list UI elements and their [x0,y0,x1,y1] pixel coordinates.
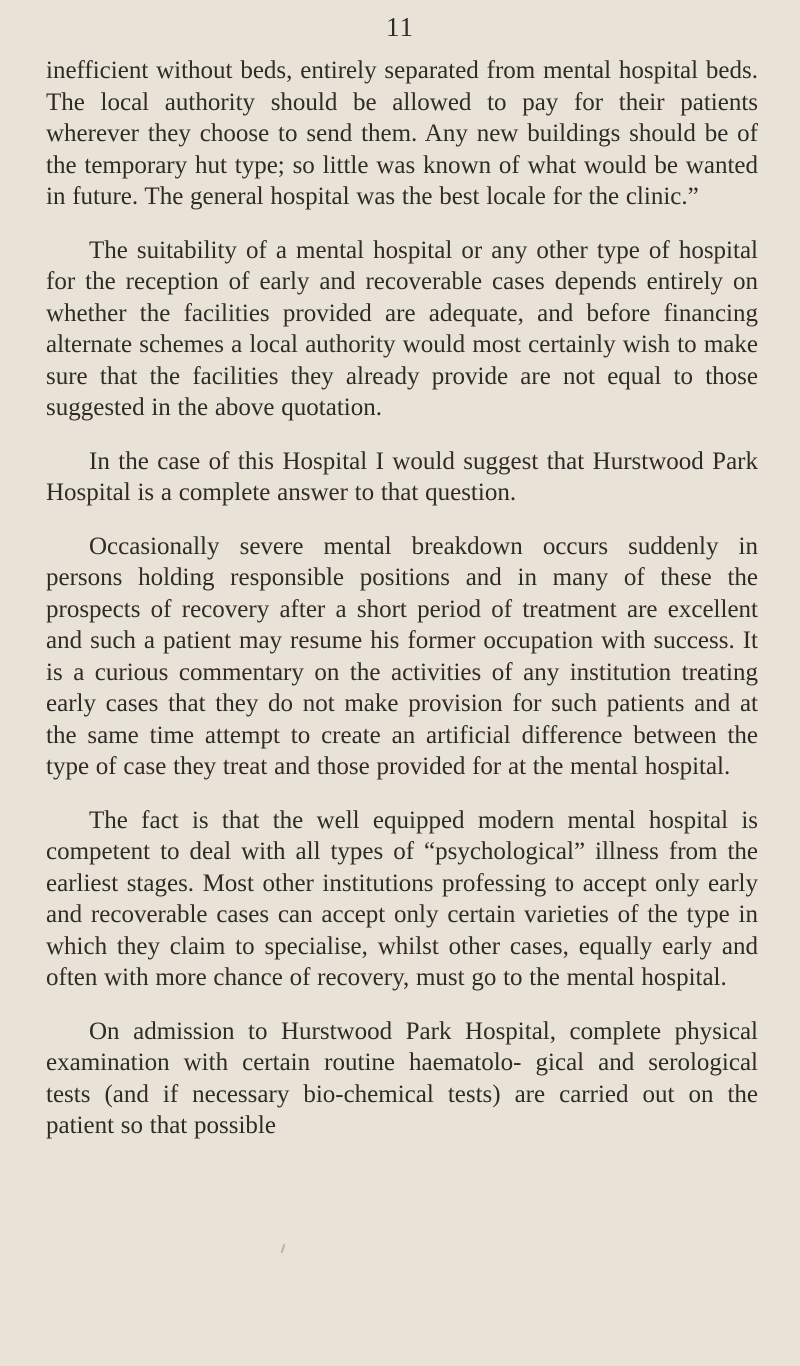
paragraph-5: The fact is that the well equipped modern mental hospital is competent to deal with all types of “psychological” illness from the earliest stages. Most other institutions professing to accept only early and recoverable cases can accept only certain varieties of the type in which they claim to specialise, whilst other cases, equally early and often with more chance of recovery, must go to the mental hospital. [46,806,758,991]
paragraph-4: Occasionally severe mental breakdown occurs suddenly in persons holding responsible positions and in many of these the prospects of recovery after a short period of treatment are excellent and such a patient may resume his former occupation with success. It is a curious commentary on the activities of any institution treating early cases that they do not make provision for such patients and at the same time attempt to create an artificial difference between the type of case they treat and those provided for at the mental hospital. [46,532,758,780]
page-number: 11 [386,12,414,42]
paragraph-1: inefficient without beds, entirely separated from mental hospital beds. The local authority should be allowed to pay for their patients wherever they choose to send them. Any new buildings should be of the temporary hut type; so little was known of what would be wanted in future. The general hospital was the best locale for the clinic.” [46,57,758,210]
paragraph-6: On admission to Hurstwood Park Hospital, complete physical examination with certain routine haematolo- gical and serological tests (and if necessary bio-chemical tests) are carried out on the patient so that possible [46,1017,758,1139]
body-text [46,55,758,1164]
paragraph-2: The suitability of a mental hospital or any other type of hospital for the reception of early and recoverable cases depends entirely on whether the facilities provided are adequate, and before financing alternate schemes a local authority would most certainly wish to make sure that the facilities they already provide are not equal to those suggested in the above quotation. [46,236,758,421]
scan-mark [281,1244,286,1253]
paragraph-3: In the case of this Hospital I would suggest that Hurstwood Park Hospital is a complete answer to that question. [46,447,758,506]
